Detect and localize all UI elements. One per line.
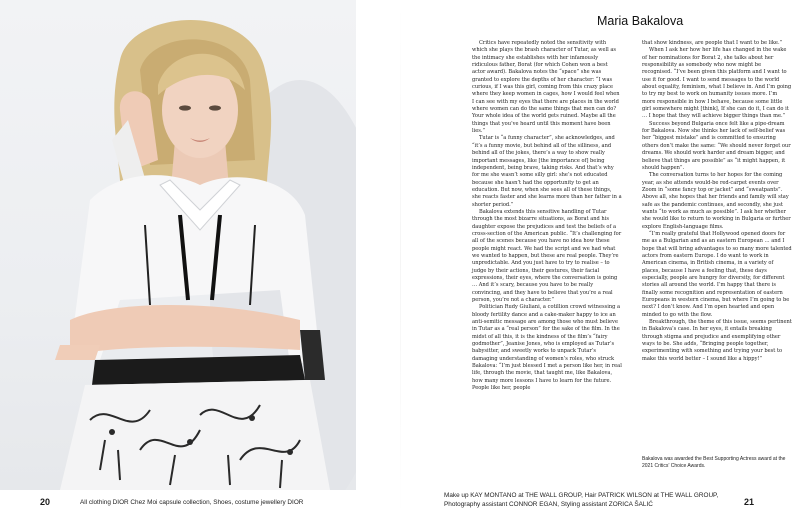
portrait-illustration	[0, 0, 356, 490]
page-number-right: 21	[744, 497, 755, 507]
article-headline: Maria Bakalova	[597, 14, 684, 28]
paragraph: Tutar is “a funny character”, she acknowledges, and “it’s a funny movie, but behind all of the silliness, and behind all of the jokes, there’s a way to show really important messages, like [the importance of] being independent, being brave, taking risks. And that’s why for me she wasn’t some silly girl: she’s not educated because she hasn’t had the opportunity to get an education. But now, when she sees all of these things, she reacts faster and she learns more than her father in a shorter period.”	[472, 135, 622, 208]
paragraph: “I’m really grateful that Hollywood opened doors for me as a Bulgarian and as an eastern European … and I hope that will bring advantages to so many more talented actors from eastern Europe. I do want to work in American cinema, in British cinema, in a variety of places, because I have a feeling that, these days especially, people are hungry for diversity, for different stories all around the world. I’m happy that there is finally some recognition and representation of eastern Europeans in western cinema, but where I’m going to be next? I don’t know. And I’m open hearted and open minded to go with the flow.	[642, 230, 792, 318]
production-credit: Make up KAY MONTANO at THE WALL GROUP, Hair PATRICK WILSON at THE WALL GROUP, Photography assistant CONNOR EGAN, Styling assistant ZORICA ŠALIĆ	[444, 492, 719, 508]
paragraph-continued: that show kindness, are people that I want to be like.”	[642, 40, 783, 46]
paragraph: Success beyond Bulgaria once felt like a pipe-dream for Bakalova. Now she thinks her lack of self-belief was her “biggest mistake” and is committed to ensuring others don’t make the same: “We should never forget our dreams. We should work harder and dream bigger, and believe that things are possible” as “it might happen, it should happen”.	[642, 120, 791, 171]
page-number-left: 20	[40, 497, 51, 507]
paragraph: When I ask her how her life has changed in the wake of her nominations for Borat 2, she talks about her responsibility as somebody who now might be recognised. “I’ve been given this platform and I want to use it for good. I want to send messages to the world about equality, feminism, what I believe in. And I’m going to try my best to work on humanity issues more. I’m more responsible in how I behave, because some little girl somewhere might [think], If she can do it, I can do it … I hope that they will achieve bigger things than me.”	[642, 47, 792, 120]
portrait-photo	[0, 0, 356, 490]
article-column-1	[472, 40, 622, 393]
article-column-2	[642, 40, 792, 363]
page-gutter	[400, 0, 401, 521]
paragraph: Critics have repeatedly noted the sensitivity with which she plays the brash character of Tutar, as well as the intimacy she establishes with her infamously ridiculous father, Borat (for which Cohen won a best actor award). Bakalova notes the “space” she was granted to explore the depths of her character: “I was curious, if I was this girl, coming from this crazy place where they keep women in cages, how I would feel when I can see with my eyes that there are places in the world where women can do the same things that men can do? Your whole idea of the world gets ruined. Maybe all the things that you’ve heard until this moment have been lies.”	[472, 40, 620, 135]
paragraph: The conversation turns to her hopes for the coming year, as she attends would-be red-carpet events over Zoom in “some fancy top or jacket” and “sweatpants”. Above all, she hopes that her friends and family will stay safe as the pandemic continues, and secondly, she just wants “to work as much as possible”. I ask her whether she would like to return to working in Bulgaria or further explore English-language films.	[642, 172, 791, 230]
award-caption: Bakalova was awarded the Best Supporting Actress award at the 2021 Critics’ Choice Awards.	[642, 456, 786, 469]
clothing-credit: All clothing DIOR Chez Moi capsule collection, Shoes, costume jewellery DIOR	[80, 499, 304, 506]
paragraph: Breakthrough, the theme of this issue, seems pertinent in Bakalova’s case. In her eyes, it entails breaking through stigma and prejudice and exemplifying other ways to be. She adds, “Bringing people together, experimenting with something and trying your best to make this world better – I sound like a hippy!”	[642, 319, 792, 362]
paragraph: Politician Rudy Giuliani, a cotillion crowd witnessing a bloody fertility dance and a cake-maker happy to ice an anti-semitic message are among those who must believe in Tutar as a “real person” for the sake of the film. In the midst of all this, it is the kindness of the film’s “fairy godmother”, Jeanise Jones, who is employed as Tutar’s babysitter, and sweetly works to unpack Tutar’s damaging understanding of women’s roles, who struck Bakalova: “I’m just blessed I met a person like her, in real life, through the movie, that taught me, like Bakalova, how many more lessons I have to learn for the future. People like her, people	[472, 304, 622, 392]
paragraph: Bakalova extends this sensitive handling of Tutar through the most bizarre situations, as Borat and his daughter expose the prejudices and test the beliefs of a cross-section of the American public. “It’s challenging for all of the scenes because you have no idea how these people might react. We had the script and we had what we wanted to happen, but these are real people. They’re unpredictable. And you just have to try to realise – to judge by their actions, their gestures, their facial expressions, their eyes, where the conversation is going … And it’s scary, because you have to be really convincing, and they have to believe that you’re a real person, you’re not a character.”	[472, 208, 622, 304]
